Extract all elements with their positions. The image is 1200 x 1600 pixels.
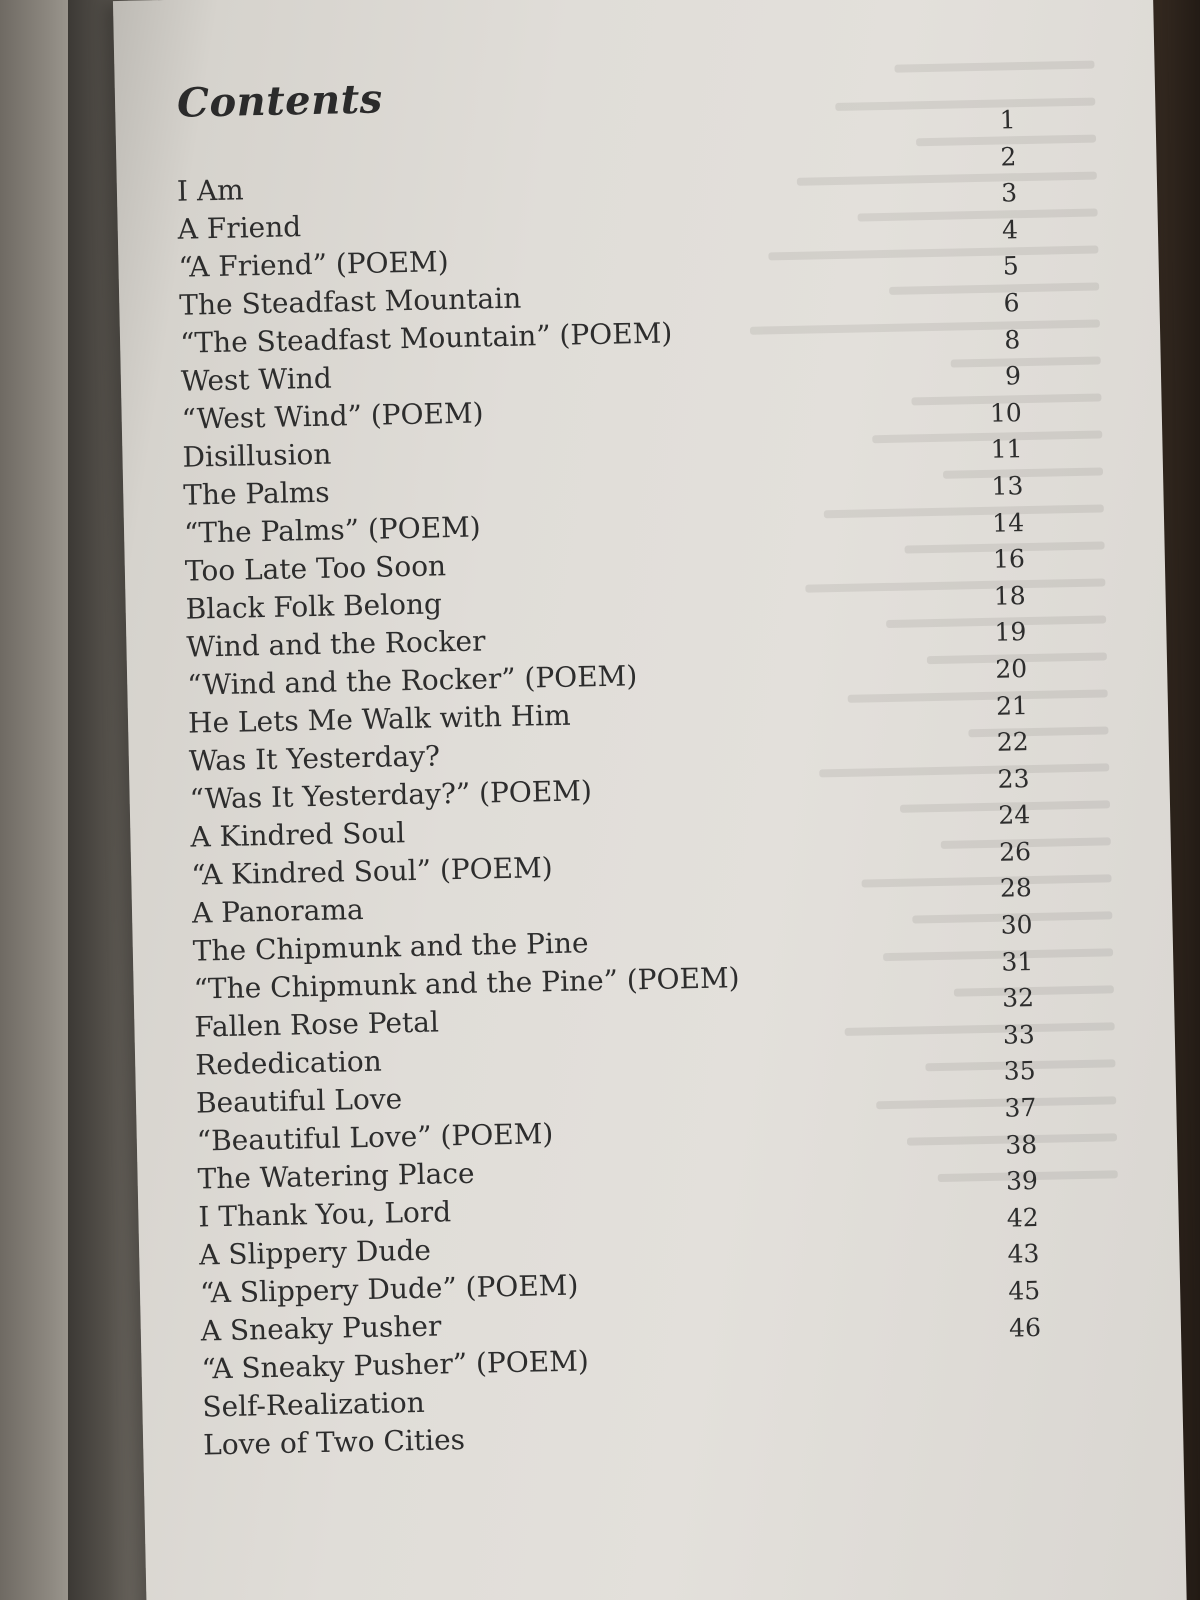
page-number: 23	[997, 763, 1030, 794]
page-number: 42	[1006, 1202, 1039, 1233]
page-number: 3	[1000, 178, 1018, 208]
page-number: 35	[1003, 1056, 1036, 1087]
toc-entry-title: Black Folk Belong	[185, 587, 443, 626]
toc-entry-title: “A Friend” (POEM)	[178, 245, 449, 284]
toc-entry-title: He Lets Me Walk with Him	[187, 698, 571, 740]
toc-entry-title: “The Steadfast Mountain” (POEM)	[179, 316, 673, 360]
page-number: 37	[1004, 1093, 1037, 1123]
page-number: 6	[1003, 288, 1020, 318]
toc-entry-title: “Was It Yesterday?” (POEM)	[189, 774, 593, 816]
page-number: 16	[992, 544, 1026, 574]
page-number: 46	[1008, 1312, 1042, 1343]
page-number: 26	[998, 836, 1032, 867]
contents-block	[175, 61, 1104, 1465]
page-number: 20	[995, 653, 1028, 684]
page-number: 38	[1004, 1129, 1038, 1160]
toc-entry-title: “A Kindred Soul” (POEM)	[190, 851, 553, 892]
page-number: 28	[999, 873, 1033, 904]
page-number: 4	[1001, 214, 1019, 245]
toc-entry-title: I Am	[176, 173, 245, 208]
toc-entry-title: The Watering Place	[197, 1156, 475, 1196]
page-number: 14	[991, 507, 1025, 538]
toc-entry-title: A Slippery Dude	[198, 1233, 432, 1272]
toc-entry-title: Too Late Too Soon	[184, 549, 447, 588]
page-number: 19	[994, 617, 1027, 648]
toc-entry-title: A Panorama	[191, 893, 364, 930]
toc-entry-title: I Thank You, Lord	[198, 1195, 452, 1234]
toc-entry-title: Self-Realization	[202, 1385, 426, 1424]
page-number: 8	[1004, 324, 1021, 355]
toc-entry-title: Beautiful Love	[195, 1082, 403, 1120]
toc-entry-title: “Wind and the Rocker” (POEM)	[186, 659, 638, 702]
contents-page	[113, 0, 1187, 1600]
toc-entry-title: The Steadfast Mountain	[178, 281, 522, 322]
page-number: 13	[991, 471, 1024, 501]
toc-entry-title: “The Palms” (POEM)	[183, 510, 482, 550]
toc-entry-title: West Wind	[180, 361, 333, 398]
page-number: 45	[1008, 1275, 1041, 1306]
page-number: 31	[1001, 946, 1034, 977]
page-number: 2	[1000, 141, 1017, 172]
toc-entry-title: “West Wind” (POEM)	[181, 396, 484, 436]
toc-entry-title: Love of Two Cities	[202, 1423, 466, 1462]
toc-entry-title: Rededication	[194, 1044, 383, 1082]
page-number: 39	[1005, 1166, 1039, 1196]
toc-entry-title: “Beautiful Love” (POEM)	[196, 1117, 554, 1158]
page-number: 10	[989, 397, 1023, 428]
page-number: 22	[996, 727, 1029, 757]
page-number: 43	[1007, 1239, 1040, 1270]
page-number: 24	[998, 800, 1031, 830]
toc-entry-title: A Friend	[177, 210, 302, 246]
page-number: 5	[1002, 251, 1019, 281]
toc-entry-title: A Sneaky Pusher	[200, 1309, 442, 1348]
page-title: Contents	[176, 75, 384, 127]
page-number: 21	[995, 690, 1029, 721]
page-number: 18	[993, 580, 1026, 611]
toc-entry-title: “A Sneaky Pusher” (POEM)	[201, 1344, 590, 1386]
toc-entry-title: Disillusion	[182, 437, 332, 474]
page-number: 11	[990, 434, 1023, 465]
toc-entry-title: “The Chipmunk and the Pine” (POEM)	[193, 961, 740, 1006]
page-number: 9	[1004, 361, 1022, 391]
toc-entry-title: Fallen Rose Petal	[194, 1005, 440, 1044]
toc-entry-title: “A Slippery Dude” (POEM)	[199, 1268, 579, 1310]
page-number: 30	[1000, 910, 1033, 940]
toc-entry-title: Wind and the Rocker	[186, 624, 486, 664]
page-number: 32	[1001, 983, 1035, 1013]
toc-list	[177, 154, 1104, 1465]
toc-entry-title: The Palms	[182, 475, 330, 512]
toc-entry-title: Was It Yesterday?	[188, 739, 441, 778]
page-number: 33	[1002, 1019, 1036, 1050]
toc-entry-title: The Chipmunk and the Pine	[192, 926, 589, 968]
page-number: 1	[999, 105, 1016, 135]
toc-entry-title: A Kindred Soul	[190, 816, 406, 854]
